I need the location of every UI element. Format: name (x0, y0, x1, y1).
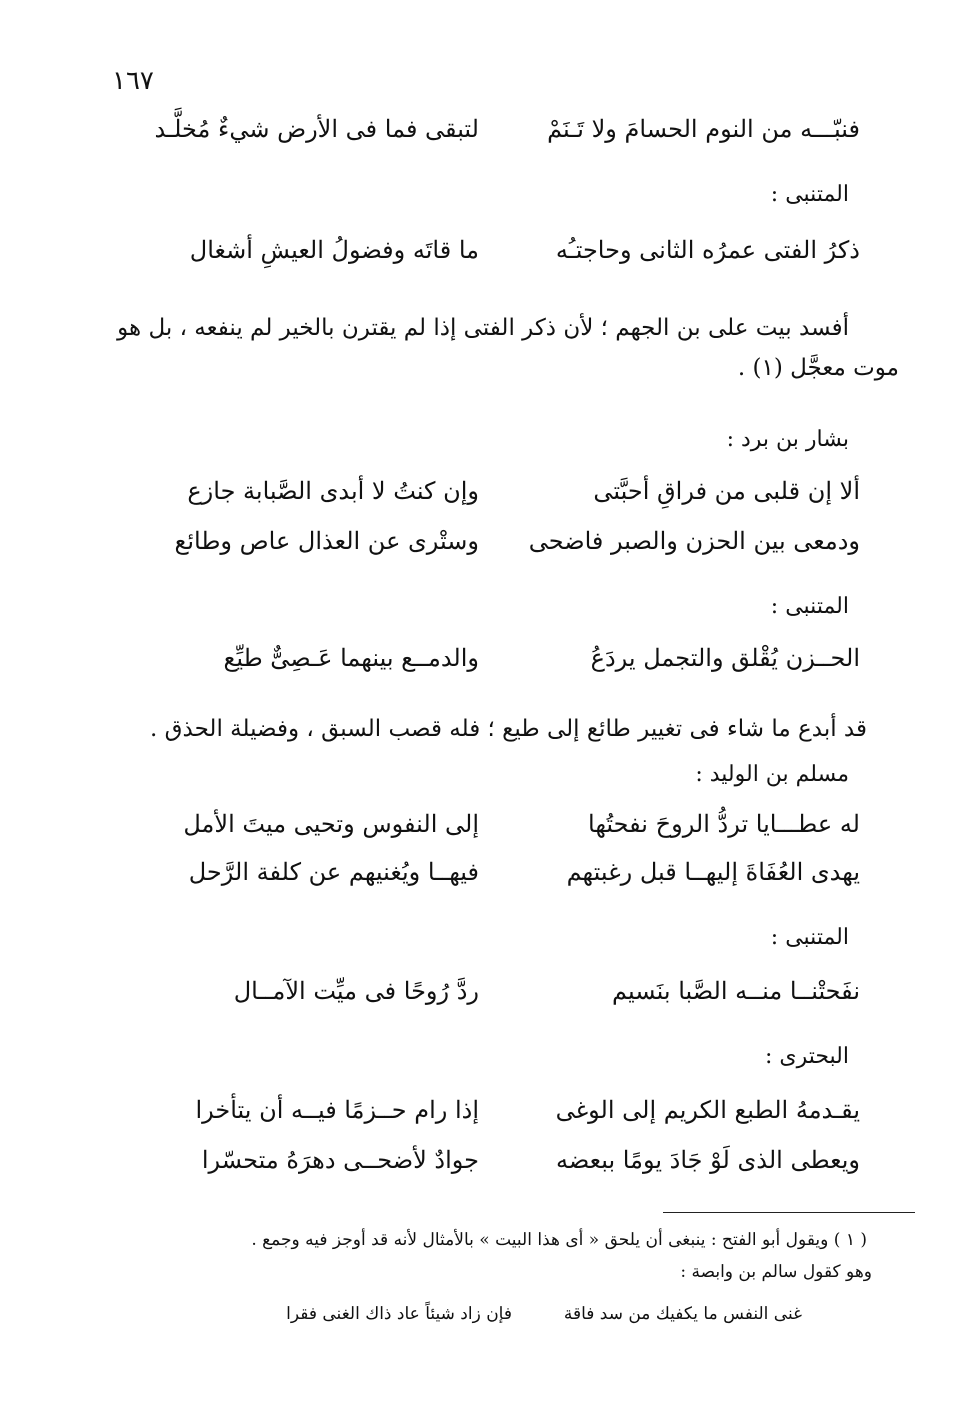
hemistich-second: فيهــا ويُغنيهم عن كلفة الرَّحل (188, 858, 479, 886)
hemistich-first: يقـدمهُ الطبع الكريم إلى الوغى (555, 1096, 860, 1124)
hemistich-first: ويعطى الذى لَوْ جَادَ يومًا ببعضه (555, 1146, 860, 1174)
prose-line: موت معجَّل (١) . (737, 355, 899, 381)
hemistich-second: جوادٌ لأضحــى دهرَهُ متحسّرا (201, 1146, 479, 1174)
hemistich-second: فإن زاد شيئاً عاد ذاك الغنى فقرا (286, 1304, 512, 1324)
hemistich-first: ذكرُ الفتى عمرُه الثانى وحاجتـُه (555, 236, 860, 264)
poet-name: مسلم بن الوليد : (695, 762, 849, 787)
footnote-line: وهو كقول سالم بن وابصة : (680, 1262, 872, 1282)
page-number: ١٦٧ (112, 66, 154, 96)
poet-name: المتنبى : (770, 925, 849, 950)
hemistich-first: له عطـــايا تردُّ الروحَ نفحتُها (588, 810, 860, 838)
hemistich-second: ما قاتَه وفضولُ العيشِ أشغال (189, 236, 479, 264)
hemistich-second: إلى النفوس وتحيى ميتَ الأمل (183, 810, 479, 838)
footnote-rule (663, 1212, 915, 1213)
footnote-line: ( ١ ) ويقول أبو الفتح : ينبغى أن يلحق « أى هذا البيت » بالأمثال لأنه قد أوجز فيه وجمع . (251, 1230, 867, 1250)
prose-line: أفسد بيت على بن الجهم ؛ لأن ذكر الفتى إذا لم يقترن بالخير لم ينفعه ، بل هو (117, 315, 849, 341)
hemistich-first: ودمعى بين الحزن والصبر فاضحى (528, 527, 860, 555)
hemistich-first: نفَحتْنــا منــه الصَّبا بنَسيم (612, 977, 860, 1005)
hemistich-second: والدمــع بينهما عَـصِىٌّ طيِّع (223, 644, 479, 672)
hemistich-first: ألا إن قلبى من فراقِ أحبَّتى (593, 477, 860, 505)
hemistich-second: وإن كنتُ لا أبدى الصَّبابة جازع (187, 477, 479, 505)
poet-name: المتنبى : (770, 182, 849, 207)
hemistich-second: لتبقى فما فى الأرض شيءٌ مُخلَّـد (154, 115, 479, 143)
hemistich-second: ردَّ رُوحًا فى ميِّت الآمــال (233, 977, 479, 1005)
hemistich-first: فنبّـــه من النوم الحسامَ ولا تَـنَمْ (547, 115, 860, 143)
hemistich-first: الحــزن يُقْلق والتجمل يردَعُ (590, 644, 860, 672)
prose-line: قد أبدع ما شاء فى تغيير طائع إلى طيع ؛ فله قصب السبق ، وفضيلة الحذق . (150, 716, 867, 742)
poet-name: البحترى : (764, 1044, 849, 1069)
hemistich-first: غنى النفس ما يكفيك من سد فاقة (563, 1304, 802, 1324)
hemistich-first: يهدى العُفَاةَ إليهــا قبل رغبتهم (566, 858, 860, 886)
hemistich-second: إذا رام حــزمًا فيــه أن يتأخرا (195, 1096, 479, 1124)
hemistich-second: وستْرى عن العذال عاص وطائع (174, 527, 479, 555)
poet-name: بشار بن برد : (726, 427, 849, 452)
poet-name: المتنبى : (770, 594, 849, 619)
